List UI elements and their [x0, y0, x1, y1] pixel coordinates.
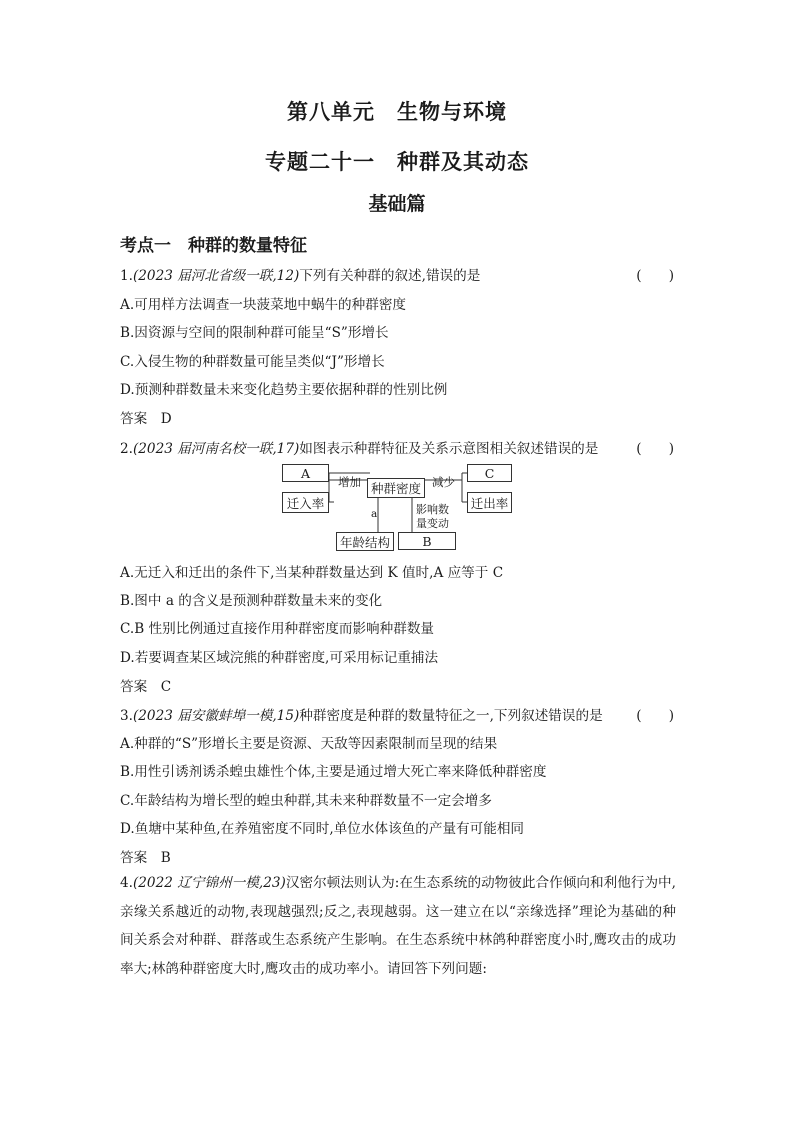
box-c [467, 464, 512, 482]
question-source: (2023 届河南名校一联,17) [132, 441, 300, 457]
option-c: C.B 性别比例通过直接作用种群密度而影响种群数量 [120, 621, 435, 637]
a-label: a [371, 508, 378, 520]
option-c: C.入侵生物的种群数量可能呈类似“J”形增长 [120, 354, 385, 370]
box-a-label: A [300, 466, 311, 481]
box-a [282, 464, 329, 482]
question-text: 下列有关种群的叙述,错误的是 [299, 268, 481, 284]
question-4-stem [120, 869, 676, 983]
box-density [367, 478, 425, 498]
topic-title: 专题二十一 种群及其动态 [265, 149, 529, 174]
option-b: B.图中 a 的含义是预测种群数量未来的变化 [120, 593, 383, 609]
immigration-label: 迁入率 [286, 496, 325, 511]
age-structure-label: 年龄结构 [339, 535, 390, 550]
question-number: 2. [120, 441, 133, 457]
box-b [398, 532, 456, 550]
answer-paren: ( ) [636, 708, 674, 724]
option-d: D.预测种群数量未来变化趋势主要依据种群的性别比例 [120, 382, 448, 398]
question-text: 如图表示种群特征及关系示意图相关叙述错误的是 [299, 441, 599, 457]
answer: 答案 B [120, 850, 171, 866]
option-c: C.年龄结构为增长型的蝗虫种群,其未来种群数量不一定会增多 [120, 793, 492, 809]
option-b: B.因资源与空间的限制种群可能呈“S”形增长 [120, 325, 389, 341]
option-a: A.无迁入和迁出的条件下,当某种群数量达到 K 值时,A 应等于 C [120, 565, 504, 581]
option-d: D.若要调查某区域浣熊的种群密度,可采用标记重捕法 [120, 650, 439, 666]
answer: 答案 D [120, 411, 172, 427]
unit-title: 第八单元 生物与环境 [287, 99, 507, 124]
question-number: 1. [120, 268, 133, 284]
box-emigration [467, 492, 512, 513]
option-a: A.可用样方法调查一块菠菜地中蜗牛的种群密度 [120, 297, 407, 313]
emigration-label: 迁出率 [470, 496, 509, 511]
question-source: (2022 辽宁锦州一模,23) [132, 875, 286, 891]
level-heading: 基础篇 [368, 193, 426, 215]
question-text: 种群密度是种群的数量特征之一,下列叙述错误的是 [299, 708, 603, 724]
answer-paren: ( ) [636, 441, 674, 457]
box-b-label: B [422, 534, 432, 549]
answer-paren: ( ) [636, 268, 674, 284]
section-title: 考点一 种群的数量特征 [120, 236, 307, 256]
density-label: 种群密度 [370, 481, 421, 496]
option-b: B.用性引诱剂诱杀蝗虫雄性个体,主要是通过增大死亡率来降低种群密度 [120, 764, 547, 780]
question-3-stem [120, 704, 603, 724]
question-number: 3. [120, 708, 133, 724]
box-age-structure [336, 532, 394, 551]
answer: 答案 C [120, 679, 172, 695]
influence-label-line2: 量变动 [416, 517, 449, 530]
question-2-stem [120, 437, 598, 457]
question-source: (2023 届河北省级一联,12) [132, 268, 300, 284]
question-source: (2023 届安徽蚌埠一模,15) [132, 708, 300, 724]
box-c-label: C [484, 466, 495, 481]
option-a: A.种群的“S”形增长主要是资源、天敌等因素限制而呈现的结果 [120, 736, 498, 752]
decrease-label: 减少 [432, 475, 455, 489]
box-immigration [282, 492, 329, 513]
question-text: 汉密尔顿法则认为:在生态系统的动物彼此合作倾向和利他行为中,亲缘关系越近的动物,表现越强烈;反之,表现越弱。这一建立在以“亲缘选择”理论为基础的种间关系会对种群、群落或生态系统产生影响。在生态系统中林鸽种群密度小时,鹰攻击的成功率大;林鸽种群密度大时,鹰攻击的成功率小。请回答下列问题: [120, 875, 676, 977]
increase-label: 增加 [338, 475, 361, 489]
question-1-stem [120, 264, 480, 284]
influence-label-line1: 影响数 [416, 503, 449, 516]
option-d: D.鱼塘中某种鱼,在养殖密度不同时,单位水体该鱼的产量有可能相同 [120, 821, 525, 837]
question-number: 4. [120, 875, 133, 891]
